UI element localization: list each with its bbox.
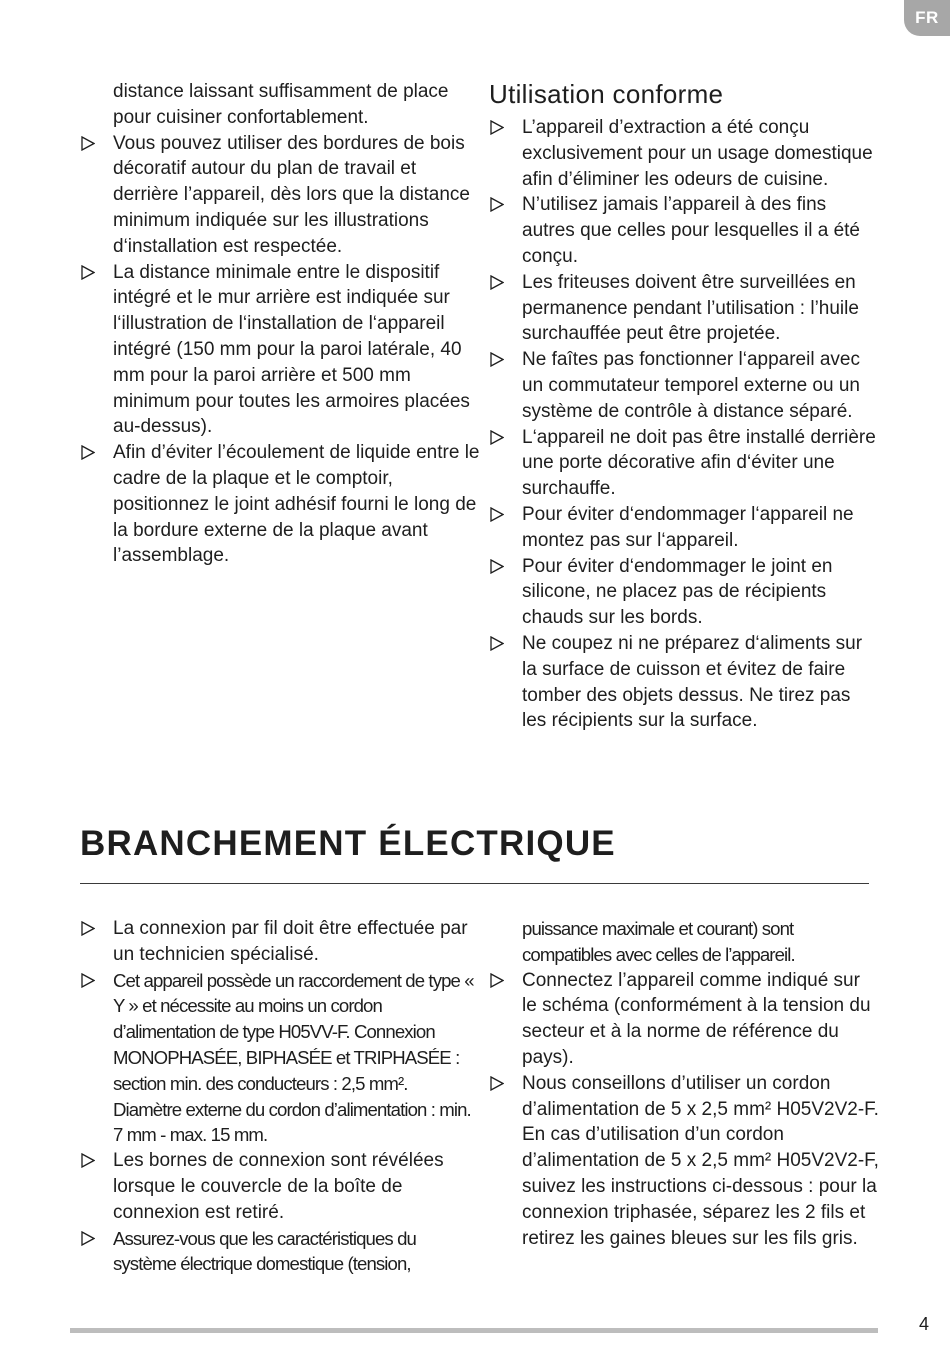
list-item — [489, 115, 879, 192]
list-item — [80, 440, 480, 569]
continuation-text: puissance maximale et courant) sont compatibles avec celles de l’appareil. — [522, 918, 795, 965]
triangle-bullet-icon — [81, 440, 97, 466]
list-item-text: L‘appareil ne doit pas être installé derrière une porte décorative afin d‘éviter une surchauffe. — [522, 426, 876, 500]
list-item-text: Nous conseillons d’utiliser un cordon d’alimentation de 5 x 2,5 mm² H05V2V2-F. En cas d’utilisation d’un cordon d’alimentation de 5 x 2,5 mm² H05V2V2-F, suivez les instructions ci-dessous : pour la connexion triphasée, séparez les 2 fils et retirez les gaines bleues sur les fils gris. — [522, 1072, 879, 1249]
triangle-bullet-icon — [490, 554, 506, 580]
bottom-left-column — [80, 916, 480, 1277]
triangle-bullet-icon — [490, 115, 506, 141]
triangle-bullet-icon — [490, 631, 506, 657]
footer-rule — [70, 1328, 878, 1333]
triangle-bullet-icon — [81, 1148, 97, 1174]
list-item — [80, 131, 480, 260]
list-item — [489, 347, 879, 424]
list-item-text: L’appareil d’extraction a été conçu exclusivement pour un usage domestique afin d’éliminer les odeurs de cuisine. — [522, 117, 873, 190]
language-badge: FR — [904, 0, 950, 36]
triangle-bullet-icon — [490, 347, 506, 373]
list-item — [489, 502, 879, 554]
bottom-right-column — [489, 916, 879, 1251]
list-item — [80, 916, 480, 968]
list-item-text: Pour éviter d‘endommager l‘appareil ne montez pas sur l‘appareil. — [522, 503, 854, 551]
list-item-text: Connectez l’appareil comme indiqué sur le schéma (conformément à la tension du secteur et à la norme de référence du pays). — [522, 969, 871, 1068]
list-item — [489, 631, 879, 734]
list-item — [80, 1226, 480, 1278]
triangle-bullet-icon — [490, 270, 506, 296]
section-title: BRANCHEMENT ÉLECTRIQUE — [80, 824, 616, 863]
list-item — [489, 1071, 879, 1252]
list-item — [489, 554, 879, 631]
list-item — [489, 425, 879, 502]
triangle-bullet-icon — [490, 192, 506, 218]
list-item-text: Vous pouvez utiliser des bordures de bois décoratif autour du plan de travail et derrière l’appareil, dès lors que la distance minimum indiquée sur les illustrations d‘installation est respectée. — [113, 132, 470, 257]
page-number: 4 — [918, 1314, 929, 1334]
list-item-text: Les bornes de connexion sont révélées lorsque le couvercle de la boîte de connexion est retiré. — [113, 1150, 444, 1223]
triangle-bullet-icon — [81, 260, 97, 286]
triangle-bullet-icon — [490, 502, 506, 528]
list-item-text: N’utilisez jamais l’appareil à des fins autres que celles pour lesquelles il a été conçu. — [522, 194, 860, 267]
triangle-bullet-icon — [490, 1071, 506, 1097]
section-divider — [80, 883, 869, 884]
list-item — [80, 1148, 480, 1225]
triangle-bullet-icon — [81, 131, 97, 157]
continuation-text: distance laissant suffisamment de place pour cuisiner confortablement. — [113, 81, 449, 128]
list-item-text: La connexion par fil doit être effectuée par un technicien spécialisé. — [113, 918, 468, 965]
list-item — [80, 260, 480, 441]
list-item — [489, 192, 879, 269]
list-item-text: Assurez-vous que les caractéristiques du système électrique domestique (tension, — [113, 1227, 416, 1275]
list-item-text: Ne faîtes pas fonctionner l‘appareil avec un commutateur temporel externe ou un système de contrôle à distance séparé. — [522, 349, 860, 422]
list-item-text: Les friteuses doivent être surveillées en permanence pendant l’utilisation : l’huile surchauffée peut être projetée. — [522, 271, 859, 345]
list-item — [80, 968, 480, 1149]
list-item-text: Cet appareil possède un raccordement de type « Y » et nécessite au moins un cordon d’alimentation de type H05VV-F. Connexion MONOPHASÉE, BIPHASÉE et TRIPHASÉE : section min. des conducteurs : 2,5 mm². Diamètre externe du cordon d’alimentation : min. 7 mm - max. 15 mm. — [113, 969, 474, 1146]
triangle-bullet-icon — [81, 1226, 97, 1252]
triangle-bullet-icon — [490, 425, 506, 451]
list-item — [489, 968, 879, 1071]
triangle-bullet-icon — [490, 968, 506, 994]
top-right-column — [489, 79, 879, 734]
subheading-utilisation: Utilisation conforme — [489, 79, 724, 109]
triangle-bullet-icon — [81, 916, 97, 942]
triangle-bullet-icon — [81, 968, 97, 994]
list-item-text: Pour éviter d‘endommager le joint en silicone, ne placez pas de récipients chauds sur les bords. — [522, 555, 833, 629]
list-item — [489, 270, 879, 347]
list-item-text: Afin d’éviter l’écoulement de liquide entre le cadre de la plaque et le comptoir, positionnez le joint adhésif fourni le long de la bordure externe de la plaque avant l’assemblage. — [113, 442, 480, 567]
top-left-column — [80, 79, 480, 569]
list-item-text: La distance minimale entre le dispositif intégré et le mur arrière est indiquée sur l‘illustration de l‘installation de l‘appareil intégré (150 mm pour la paroi latérale, 40 mm pour la paroi arrière et 500 mm minimum pour toutes les armoires placées au-dessus). — [113, 261, 470, 438]
list-item-text: Ne coupez ni ne préparez d‘aliments sur la surface de cuisson et évitez de faire tomber des objets dessus. Ne tirez pas les récipients sur la surface. — [522, 632, 863, 732]
